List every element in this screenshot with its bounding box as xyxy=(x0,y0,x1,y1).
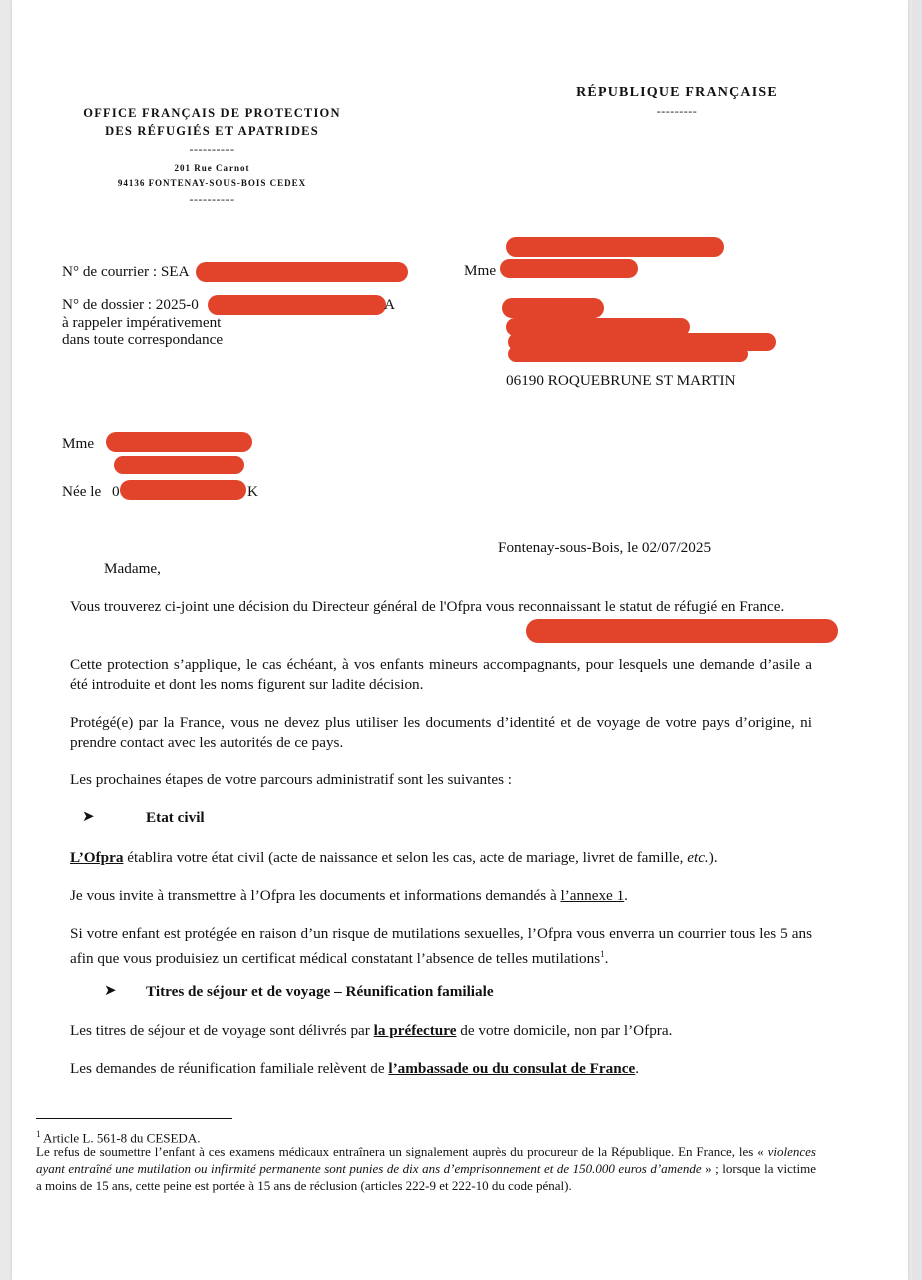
section1-p2-end: . xyxy=(624,887,628,904)
section1-paragraph-etat-civil xyxy=(70,848,812,868)
footnote-number: 1 xyxy=(36,1129,41,1139)
letter-page xyxy=(12,0,908,1280)
courrier-number: N° de courrier : SEA xyxy=(62,263,190,280)
redaction-subject-name2 xyxy=(114,456,244,474)
subject-title: Mme xyxy=(62,435,95,452)
republic-title: RÉPUBLIQUE FRANÇAISE xyxy=(576,85,778,100)
section2-bullet: ➤ xyxy=(104,983,117,999)
birth-prefix: 0 xyxy=(112,483,120,500)
footnote-text xyxy=(36,1143,816,1194)
section1-p3-text: Si votre enfant est protégée en raison d’un risque de mutilations sexuelles, l’Ofpra vous enverra un courrier tous les 5 ans afin que vous produisiez un certificat médical constatant l’absence de telles mutilations xyxy=(70,925,812,968)
section1-p3-end: . xyxy=(604,950,609,968)
office-address-street: 201 Rue Carnot xyxy=(174,163,250,173)
footnote-ref-text: Article L. 561-8 du CESEDA. xyxy=(40,1130,201,1146)
paragraph-protection-children: Cette protection s’applique, le cas échéant, à vos enfants mineurs accompagnants, pour lesquels une demande d’asile a été introduite et dont les noms figurent sur ladite décision. xyxy=(70,656,812,693)
prefecture-link[interactable]: la préfecture xyxy=(373,1022,457,1039)
recipient-city: 06190 ROQUEBRUNE ST MARTIN xyxy=(506,372,736,389)
section1-title: Etat civil xyxy=(146,809,205,826)
section1-paragraph-medical xyxy=(70,924,812,969)
footnote-text-b: » ; lorsque la victime a moins de 15 ans, cette peine est portée à 15 ans de réclusion (articles 222-9 et 222-10 du code pénal). xyxy=(36,1161,816,1193)
ofpra-link[interactable]: L’Ofpra xyxy=(70,849,124,866)
redaction-recipient-top xyxy=(506,237,724,257)
dossier-number: N° de dossier : 2025-0 xyxy=(62,296,199,313)
section2-p1-end: de votre domicile, non par l’Ofpra. xyxy=(456,1022,673,1039)
section1-paragraph-annex xyxy=(70,886,812,906)
section2-paragraph-prefecture xyxy=(70,1021,812,1041)
footnote-quote: violences ayant entraîné une mutilation ou infirmité permanente sont punies de dix ans d’emprisonnement et de 150.000 euros d’amende xyxy=(36,1144,816,1176)
birth-label: Née le xyxy=(62,483,102,500)
recall-line1: à rappeler impérativement xyxy=(62,314,222,331)
section2-p1-text: Les titres de séjour et de voyage sont délivrés par xyxy=(70,1022,374,1039)
republic-separator: --------- xyxy=(656,104,698,118)
place-date: Fontenay-sous-Bois, le 02/07/2025 xyxy=(498,539,712,556)
paragraph-next-steps: Les prochaines étapes de votre parcours administratif sont les suivantes : xyxy=(70,771,512,788)
redaction-recipient-line5 xyxy=(508,346,748,362)
redaction-dossier xyxy=(208,295,386,315)
section1-p1-end: ). xyxy=(708,849,718,866)
recall-line2: dans toute correspondance xyxy=(62,331,224,348)
paragraph-identity-documents: Protégé(e) par la France, vous ne devez plus utiliser les documents d’identité et de voyage de votre pays d’origine, ni prendre contact avec les autorités de ce pays. xyxy=(70,714,812,751)
office-name-line1: OFFICE FRANÇAIS DE PROTECTION xyxy=(83,106,341,120)
footnote-ref[interactable]: 1 xyxy=(600,949,605,959)
redaction-subject-name xyxy=(106,432,252,452)
redaction-courrier xyxy=(196,262,408,282)
embassy-link[interactable]: l’ambassade ou du consulat de France xyxy=(388,1060,636,1077)
redaction-recipient-name xyxy=(500,259,638,278)
footnote-rule xyxy=(36,1118,232,1119)
office-name-line2: DES RÉFUGIÉS ET APATRIDES xyxy=(105,124,319,138)
header-separator: ---------- xyxy=(189,142,235,156)
section1-p2-text: Je vous invite à transmettre à l’Ofpra les documents et informations demandés à xyxy=(70,887,561,904)
section2-title: Titres de séjour et de voyage – Réunification familiale xyxy=(146,983,494,1000)
section2-p2-end: . xyxy=(635,1060,639,1077)
annex-link[interactable]: l’annexe 1 xyxy=(560,887,625,904)
birth-suffix: K xyxy=(247,483,258,500)
redaction-birth xyxy=(120,480,246,500)
page-edge-shadow xyxy=(912,0,922,1280)
dossier-suffix: A xyxy=(384,296,395,313)
footnote-text-a: Le refus de soumettre l’enfant à ces examens médicaux entraînera un signalement auprès du procureur de la République. En France, les « xyxy=(36,1144,768,1159)
office-address-city: 94136 FONTENAY-SOUS-BOIS CEDEX xyxy=(117,178,307,188)
section1-bullet: ➤ xyxy=(82,809,95,825)
section2-p2-text: Les demandes de réunification familiale relèvent de xyxy=(70,1060,389,1077)
salutation: Madame, xyxy=(104,560,161,577)
paragraph-decision: Vous trouverez ci-joint une décision du Directeur général de l'Ofpra vous reconnaissant le statut de réfugié en France. xyxy=(70,598,785,615)
redaction-decision xyxy=(526,619,838,643)
section1-p1-text: établira votre état civil (acte de naissance et selon les cas, acte de mariage, livret de famille, xyxy=(123,849,688,866)
section2-paragraph-embassy xyxy=(70,1059,812,1079)
header-separator-bottom: ---------- xyxy=(189,192,235,206)
redaction-recipient-line2 xyxy=(502,298,604,318)
recipient-title: Mme xyxy=(464,262,497,279)
section1-p1-etc: etc. xyxy=(687,849,709,866)
